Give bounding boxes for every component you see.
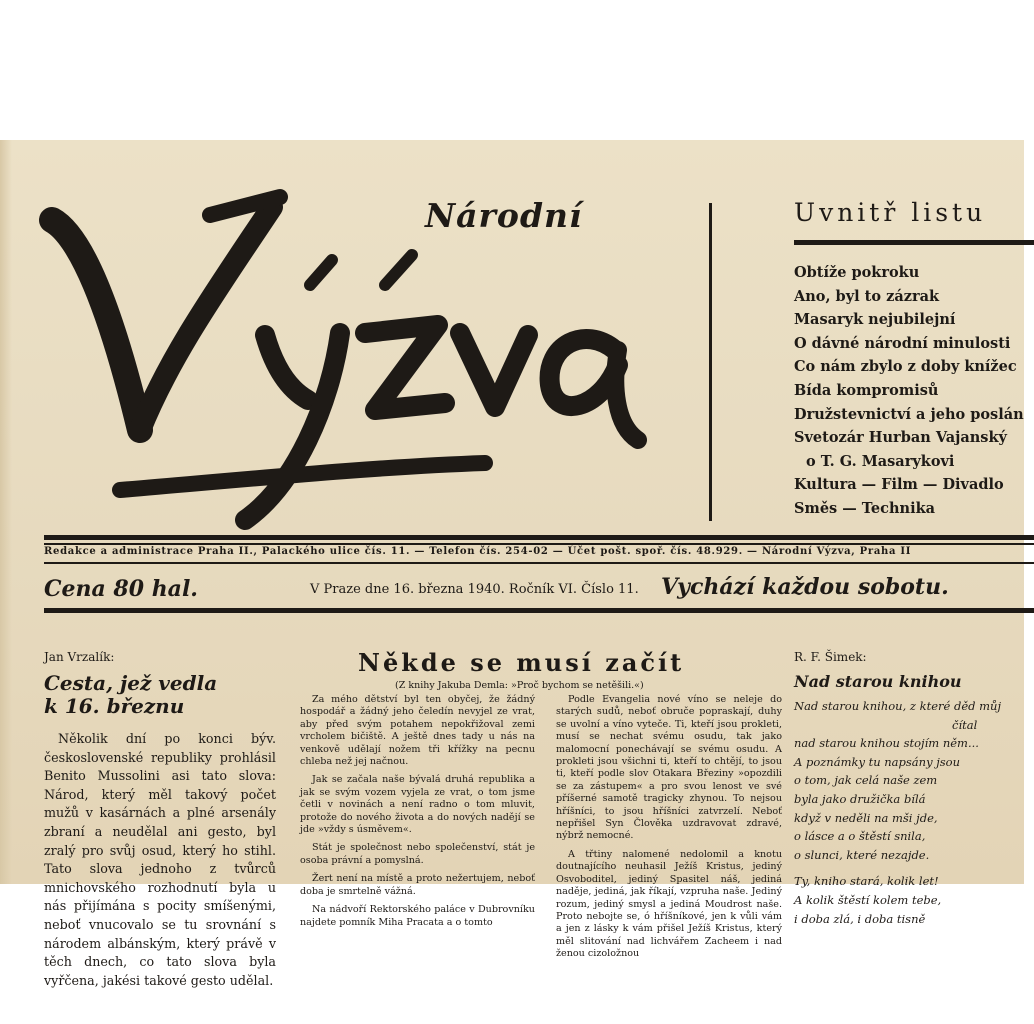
imprint-line: Redakce a administrace Praha II., Palackého ulice čís. 11. — Telefon čís. 254-02 — Účet pošt. spoř. čís. 48.929. — Národní Výzva, Praha II bbox=[44, 546, 912, 557]
paragraph: A třtiny nalomené nedolomil a knotu doutnajícího neuhasil Ježíš Kristus, jediný Osvoboditel, jediný Spasitel náš, jediná naděje, jediná, jak říkají, vzpruha naše. Jediný rozum, jediný smysl a jediná Moudrost naše. Proto nebojte se, ó hříšníkové, jen k vůli vám a jen z lásky k vám přišel Ježíš Kristus, který měl slitování nad lichvářem Zacheem i nad ženou cizoložnou bbox=[556, 848, 782, 960]
article-vrzalik bbox=[44, 650, 276, 990]
newspaper-page bbox=[0, 140, 1024, 988]
masthead-logo bbox=[40, 185, 660, 535]
inside-title: Uvnitř listu bbox=[794, 198, 987, 227]
article-author: R. F. Šimek: bbox=[794, 650, 867, 664]
article-column bbox=[300, 694, 535, 935]
poem-line: Ty, kniho stará, kolik let! bbox=[794, 874, 939, 889]
article-headline[interactable]: Nad starou knihou bbox=[794, 672, 962, 691]
stanza-break bbox=[794, 864, 1034, 872]
contents-item[interactable]: Masaryk nejubilejní bbox=[794, 311, 956, 329]
paragraph: Za mého dětství byl ten obyčej, že žádný hospodář a žádný jeho čeledín nevyjel ze vrat, aby před svým potahem nepokřižoval zemi vrcholem bičiště. A ještě dnes tady u nás na venkově udělají nožem tři křížky na pecnu chleba než jej načnou. bbox=[300, 694, 535, 768]
poem-line: Nad starou knihou, z které děd můj bbox=[794, 699, 1002, 713]
poem-line: nad starou knihou stojím něm... bbox=[794, 736, 979, 751]
masthead-divider bbox=[709, 203, 712, 521]
poem-line: o tom, jak celá naše zem bbox=[794, 773, 938, 788]
paragraph: Na nádvoří Rektorského paláce v Dubrovníku najdete pomník Miha Pracata a o tomto bbox=[300, 904, 535, 928]
article-headline[interactable] bbox=[44, 672, 276, 718]
article-subtitle: (Z knihy Jakuba Demla: »Proč bychom se netěšili.«) bbox=[395, 680, 644, 691]
publication-frequency: Vychází každou sobotu. bbox=[661, 574, 949, 600]
article-author: Jan Vrzalík: bbox=[44, 650, 115, 664]
article-simek bbox=[794, 650, 1034, 928]
price-label: Cena 80 hal. bbox=[44, 576, 198, 602]
contents-item-line: o T. G. Masarykovi bbox=[806, 452, 955, 470]
infoline-rule bbox=[44, 608, 1034, 613]
contents-item[interactable]: O dávné národní minulosti bbox=[794, 334, 1011, 352]
contents-item[interactable]: Ano, byl to zázrak bbox=[794, 287, 940, 305]
paragraph: Jak se začala naše bývalá druhá republika a jak se svým vozem vyjela ze vrat, o tom jsme četli v novinách a není radno o tom mluvit, protože do nového života a do nových nadějí se jde »vždy s úsměvem«. bbox=[300, 774, 535, 836]
article-headline[interactable]: Někde se musí začít bbox=[358, 648, 685, 677]
inside-rule bbox=[794, 240, 1034, 245]
contents-item[interactable] bbox=[794, 426, 1034, 473]
header-rule bbox=[44, 535, 1034, 540]
imprint-rule bbox=[44, 562, 1034, 564]
poem bbox=[794, 697, 1034, 928]
poem-line: A poznámky tu napsány jsou bbox=[794, 754, 961, 769]
headline-line: k 16. březnu bbox=[44, 694, 185, 718]
poem-line: o slunci, které nezajde. bbox=[794, 847, 930, 862]
masthead-pre-title: Národní bbox=[425, 196, 583, 235]
contents-item[interactable]: Kultura — Film — Divadlo bbox=[794, 476, 1004, 494]
issue-dateline: V Praze dne 16. března 1940. Ročník VI. Číslo 11. bbox=[310, 582, 639, 597]
poem-line: když v neděli na mši jde, bbox=[794, 810, 938, 825]
paragraph: Podle Evangelia nové víno se neleje do starých sudů, neboť obruče popraskají, duhy se uvolní a víno vyteče. Ti, kteří jsou prokleti, musí se nechat svému osudu, tak jako malomocní ponechávají se svému osudu. A prokleti jsou všichni ti, kteří to chtějí, to jsou ti, kteří podle slov Otakara Březiny »opozdili se za zástupem« a pro svou lenost ve své příšerné samotě tragicky zhynou. To nejsou hříšníci, to jsou hříšníci zatvrzelí. Neboť nepřišel Syn Člověka uzdravovat zdravé, nýbrž nemocné. bbox=[556, 694, 782, 842]
contents-item[interactable]: Bída kompromisů bbox=[794, 381, 939, 399]
headline-line: Cesta, jež vedla bbox=[44, 671, 218, 695]
article-body: Několik dní po konci býv. československé republiky prohlásil Benito Mussolini asi tato slova: Národ, který měl takový počet mužů v kasárnách a plné arsenály zbraní a neudělal ani gesto, byl zralý pro svůj osud, který ho stihl. Tato slova jednoho z tvůrců mnichovského rozhodnutí byla u nás přijímána s pocity smíšenými, neboť vnucovalo se tu srovnání s národem albánským, který právě v těch dnech, co tato slova byla vyřčena, jakési takové gesto udělal. bbox=[44, 731, 276, 988]
contents-item[interactable]: Co nám zbylo z doby knížec bbox=[794, 358, 1017, 376]
paragraph: Žert není na místě a proto nežertujem, neboť doba je smrtelně vážná. bbox=[300, 873, 535, 897]
contents-item[interactable]: Obtíže pokroku bbox=[794, 264, 920, 281]
poem-line: A kolik štěstí kolem tebe, bbox=[794, 892, 942, 907]
contents-list bbox=[794, 261, 1034, 521]
paragraph: Stát je společnost nebo společenství, stát je osoba právní a pomyslná. bbox=[300, 842, 535, 866]
poem-line: o lásce a o štěstí snila, bbox=[794, 829, 926, 844]
contents-item-line: Svetozár Hurban Vajanský bbox=[794, 429, 1007, 447]
poem-line: čítal bbox=[952, 717, 978, 732]
contents-item[interactable]: Družstevnictví a jeho poslán bbox=[794, 405, 1024, 423]
poem-line: byla jako družička bílá bbox=[794, 791, 926, 806]
poem-line: i doba zlá, i doba tisně bbox=[794, 911, 926, 926]
header-rule-thin bbox=[44, 543, 1034, 545]
contents-item[interactable]: Směs — Technika bbox=[794, 499, 936, 517]
article-column bbox=[556, 694, 782, 967]
